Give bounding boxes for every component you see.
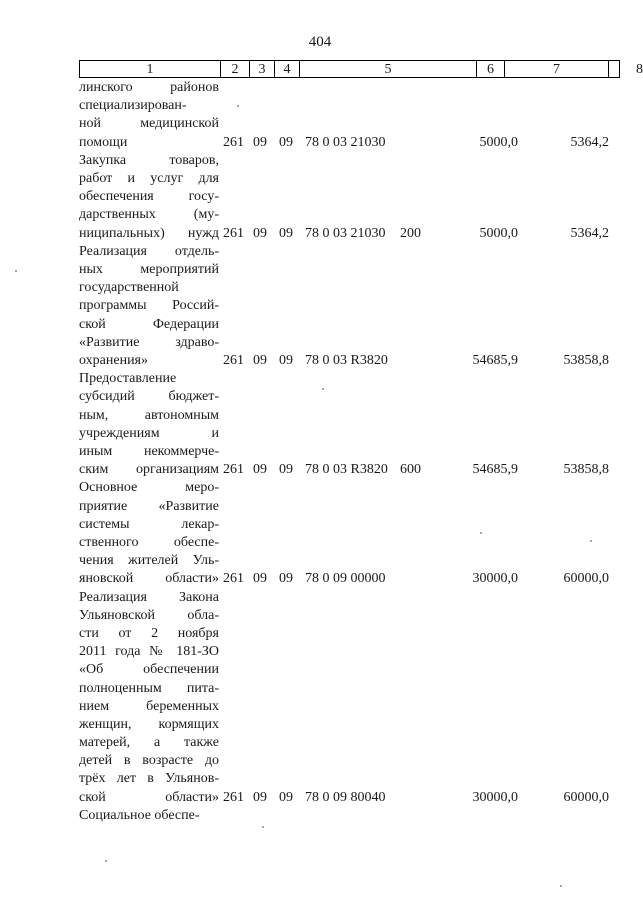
row-description — [79, 79, 219, 152]
description-line: трёх лет в Ульянов- — [79, 771, 219, 787]
row-description — [79, 152, 219, 243]
description-line: сти от 2 ноября — [79, 625, 219, 641]
cell-admin: 261 — [223, 789, 244, 805]
description-line: детей в возрасте до — [79, 753, 219, 769]
description-line: обеспечения госу- — [79, 189, 219, 205]
cell-v2020: 5000,0 — [479, 225, 518, 241]
cell-section: 09 — [253, 462, 267, 478]
description-line: системы лекар- — [79, 516, 219, 532]
description-line: приятие «Развитие — [79, 498, 219, 514]
scan-speck — [560, 885, 562, 887]
cell-v2021: 5364,2 — [570, 225, 609, 241]
description-line: Реализация отдель- — [79, 243, 219, 259]
description-line: ственного обеспе- — [79, 534, 219, 550]
cell-target: 78 0 09 00000 — [305, 571, 386, 587]
cell-v2021: 53858,8 — [563, 353, 609, 368]
column-header: 6 — [477, 61, 505, 77]
description-line: ским организациям — [79, 462, 219, 478]
cell-subsection: 09 — [279, 225, 293, 241]
cell-v2020: 54685,9 — [472, 353, 518, 368]
description-line: охранения» — [79, 352, 148, 368]
description-line: дарственных (му- — [79, 207, 219, 223]
cell-admin: 261 — [223, 134, 244, 150]
cell-v2020: 30000,0 — [472, 789, 518, 805]
cell-v2021: 53858,8 — [563, 462, 609, 478]
scan-speck — [237, 105, 239, 107]
cell-subsection: 09 — [279, 462, 293, 478]
table-header — [79, 60, 643, 78]
description-line: чения жителей Уль- — [79, 553, 219, 569]
cell-section: 09 — [253, 134, 267, 150]
scan-speck — [105, 860, 107, 862]
description-line: женщин, кормящих — [79, 716, 219, 732]
description-line: Социальное обеспе- — [79, 808, 200, 823]
cell-admin: 261 — [223, 462, 244, 478]
description-line: ной медицинской — [79, 116, 219, 132]
cell-subsection: 09 — [279, 134, 293, 150]
description-line: Ульяновской обла- — [79, 607, 219, 623]
cell-section: 09 — [253, 353, 267, 368]
cell-target: 78 0 03 R3820 — [305, 353, 388, 368]
column-header: 8 — [636, 62, 643, 77]
scan-speck — [480, 532, 482, 534]
description-line: ской Федерации — [79, 316, 219, 332]
description-line: яновской области» — [79, 571, 219, 587]
scan-speck — [262, 826, 264, 828]
column-header: 3 — [250, 61, 275, 77]
cell-target: 78 0 03 21030 — [305, 225, 386, 241]
row-description — [79, 243, 219, 370]
description-line: помощи — [79, 134, 128, 150]
cell-section: 09 — [253, 789, 267, 805]
cell-subsection: 09 — [279, 353, 293, 368]
column-header: 2 — [221, 61, 250, 77]
description-line: Предоставление — [79, 371, 177, 387]
column-header: 1 — [80, 61, 221, 77]
description-line: Закупка товаров, — [79, 152, 219, 168]
description-line: 2011 года № 181-ЗО — [79, 644, 219, 660]
cell-section: 09 — [253, 225, 267, 241]
scan-speck — [322, 388, 324, 390]
page-number: 404 — [308, 34, 332, 50]
cell-admin: 261 — [223, 571, 244, 587]
cell-target: 78 0 03 21030 — [305, 134, 386, 150]
cell-v2020: 5000,0 — [479, 134, 518, 150]
column-header: 4 — [275, 61, 300, 77]
description-line: ской области» — [79, 789, 219, 805]
cell-admin: 261 — [223, 225, 244, 241]
cell-admin: 261 — [223, 353, 244, 368]
description-line: Реализация Закона — [79, 589, 219, 605]
cell-target: 78 0 09 80040 — [305, 789, 386, 805]
cell-v2021: 60000,0 — [563, 789, 609, 805]
row-description — [79, 479, 219, 588]
cell-section: 09 — [253, 571, 267, 587]
cell-subsection: 09 — [279, 571, 293, 587]
row-description — [79, 807, 219, 825]
row-description — [79, 370, 219, 479]
description-line: субсидий бюджет- — [79, 389, 219, 405]
description-line: Основное меро- — [79, 480, 219, 496]
description-line: матерей, а также — [79, 735, 219, 751]
description-line: специализирован- — [79, 98, 187, 114]
cell-exp: 600 — [400, 462, 421, 478]
column-header: 7 — [505, 61, 609, 77]
description-line: государственной — [79, 280, 179, 296]
description-line: «Об обеспечении — [79, 662, 219, 678]
description-line: полноценным пита- — [79, 680, 219, 696]
description-line: ным, автономным — [79, 407, 219, 423]
cell-v2021: 5364,2 — [570, 134, 609, 150]
row-description — [79, 589, 219, 807]
description-line: «Развитие здраво- — [79, 334, 219, 350]
cell-subsection: 09 — [279, 789, 293, 805]
description-line: иным некоммерче- — [79, 443, 219, 459]
description-line: ных мероприятий — [79, 261, 219, 277]
cell-v2021: 60000,0 — [563, 571, 609, 587]
description-line: работ и услуг для — [79, 170, 219, 186]
description-line: учреждениям и — [79, 425, 219, 441]
scan-speck — [590, 540, 592, 542]
description-line: программы Россий- — [79, 298, 219, 314]
description-line: линского районов — [79, 80, 219, 95]
cell-exp: 200 — [400, 225, 421, 241]
scan-speck — [15, 270, 17, 272]
cell-v2020: 54685,9 — [472, 462, 518, 478]
description-line: ниципальных) нужд — [79, 225, 219, 241]
cell-v2020: 30000,0 — [472, 571, 518, 587]
column-header: 5 — [300, 61, 477, 77]
description-line: нием беременных — [79, 698, 219, 714]
cell-target: 78 0 03 R3820 — [305, 462, 388, 478]
